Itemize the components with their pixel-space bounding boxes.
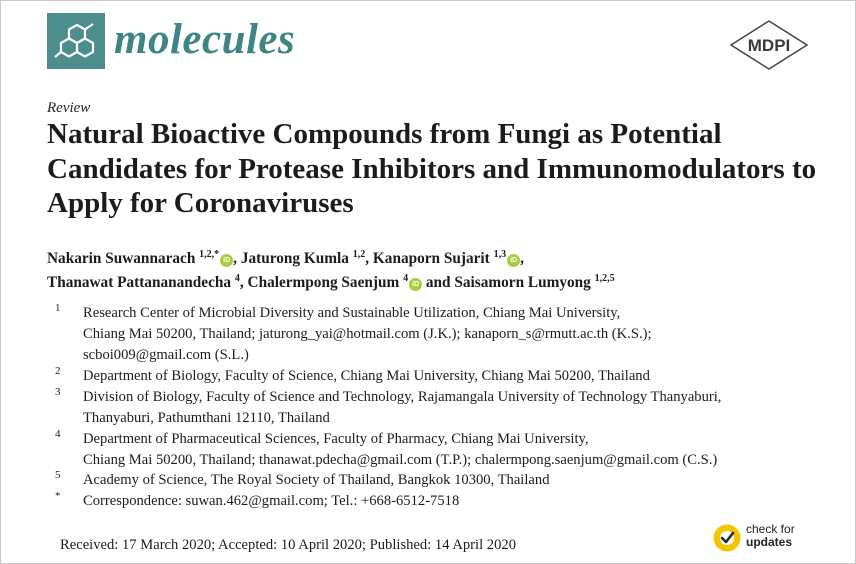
check-for-updates-text — [746, 523, 795, 549]
orcid-icon[interactable]: iD — [220, 254, 233, 267]
author-separator: and — [422, 274, 455, 291]
author-separator: , — [365, 250, 373, 267]
affiliation-line: scboi009@gmail.com (S.L.) — [83, 347, 249, 363]
affiliation-line: Research Center of Microbial Diversity and Sustainable Utilization, Chiang Mai University, — [83, 305, 621, 321]
author-name: Chalermpong Saenjum — [247, 274, 400, 291]
author-list — [47, 247, 837, 295]
author-affiliation-marker: 1,2,* — [199, 249, 220, 260]
check-for-updates-badge[interactable] — [712, 521, 822, 555]
check-updates-line1: check for — [746, 522, 795, 536]
affiliation-number: 4 — [55, 428, 61, 440]
molecule-icon — [47, 13, 105, 69]
affiliation-line: Division of Biology, Faculty of Science and Technology, Rajamangala University of Technology Thanyaburi, — [83, 389, 722, 405]
article-title: Natural Bioactive Compounds from Fungi as Potential Candidates for Protease Inhibitors and Immunomodulators to Apply for Coronaviruses — [47, 118, 817, 219]
author-affiliation-marker: 4 — [234, 273, 240, 284]
author-separator: , — [233, 250, 241, 267]
mdpi-logo — [727, 19, 811, 71]
affiliation-text — [83, 366, 823, 387]
affiliation-line: Thanyaburi, Pathumthani 12110, Thailand — [83, 410, 330, 426]
journal-name: molecules — [114, 16, 296, 63]
affiliation-line: Chiang Mai 50200, Thailand; jaturong_yai@hotmail.com (J.K.); kanaporn_s@rmutt.ac.th (K.S.); — [83, 326, 652, 342]
affiliation-line: Department of Biology, Faculty of Science, Chiang Mai University, Chiang Mai 50200, Thailand — [83, 368, 650, 384]
affiliation-number: 1 — [55, 302, 61, 314]
article-type: Review — [47, 100, 91, 116]
affiliation-text — [83, 387, 823, 429]
affiliation-number: 5 — [55, 469, 61, 481]
affiliation-number: 3 — [55, 386, 61, 398]
author-affiliation-marker: 4 — [403, 273, 409, 284]
affiliation-line: Correspondence: suwan.462@gmail.com; Tel.: +668-6512-7518 — [83, 493, 460, 509]
author-separator: , — [239, 274, 248, 291]
orcid-icon[interactable]: iD — [507, 254, 520, 267]
author-affiliation-marker: 1,3 — [493, 249, 507, 260]
author-name: Jaturong Kumla — [240, 250, 349, 267]
publication-dates: Received: 17 March 2020; Accepted: 10 April 2020; Published: 14 April 2020 — [60, 537, 516, 553]
author-name: Thanawat Pattananandecha — [47, 274, 232, 291]
author-name: Saisamorn Lumyong — [454, 274, 591, 291]
author-affiliation-marker: 1,2,5 — [594, 273, 615, 284]
affiliation-text — [83, 429, 823, 471]
affiliation-number: * — [55, 490, 61, 502]
affiliation-number: 2 — [55, 365, 61, 377]
mdpi-logo-text: MDPI — [747, 36, 791, 55]
author-affiliation-marker: 1,2 — [352, 249, 366, 260]
affiliation-line: Department of Pharmaceutical Sciences, Faculty of Pharmacy, Chiang Mai University, — [83, 431, 589, 447]
affiliation-text — [83, 470, 823, 491]
affiliation-line: Academy of Science, The Royal Society of Thailand, Bangkok 10300, Thailand — [83, 472, 550, 488]
author-name: Nakarin Suwannarach — [47, 250, 196, 267]
affiliation-text — [83, 491, 823, 512]
check-updates-line2: updates — [746, 535, 793, 549]
affiliation-text — [83, 303, 823, 366]
check-badge-icon — [712, 523, 742, 553]
affiliation-line: Chiang Mai 50200, Thailand; thanawat.pdecha@gmail.com (T.P.); chalermpong.saenjum@gmail.com (C.S.) — [83, 452, 718, 468]
orcid-icon[interactable]: iD — [409, 278, 422, 291]
author-separator: , — [520, 250, 524, 267]
author-name: Kanaporn Sujarit — [372, 250, 490, 267]
